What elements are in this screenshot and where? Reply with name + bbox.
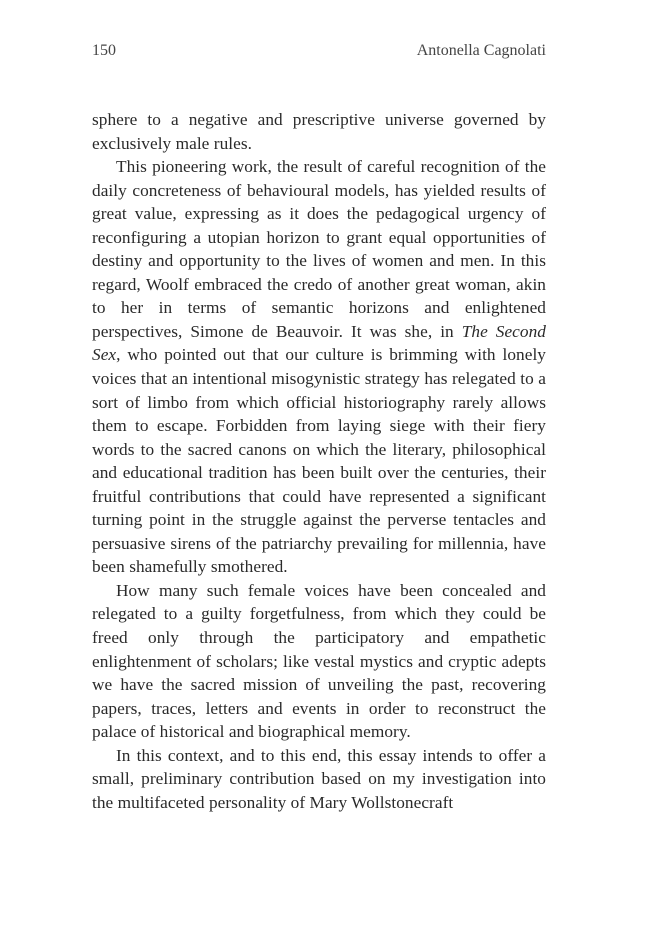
text-segment: In this context, and to this end, this essay intends to offer a small, preliminary contribution based on my investigation into the multifaceted personality of Mary Wollstonecraft	[92, 745, 546, 812]
text-segment: How many such female voices have been concealed and relegated to a guilty forgetfulness, from which they could be freed only through the participatory and empathetic enlightenment of scholars; like vestal mystics and cryptic adepts we have the sacred mission of unveiling the past, recovering papers, traces, letters and events in order to reconstruct the palace of historical and biographical memory.	[92, 580, 546, 742]
running-head	[92, 42, 546, 60]
paragraph	[92, 108, 546, 155]
text-segment: sphere to a negative and prescriptive universe governed by exclusively male rules.	[92, 110, 546, 153]
running-head-author: Antonella Cagnolati	[416, 42, 546, 59]
book-title: The Second Sex	[92, 321, 546, 365]
text-segment: , who pointed out that our culture is brimming with lonely voices that an intentional misogynistic strategy has relegated to a sort of limbo from which official historiography rarely allows them to escape. Forbidden from laying siege with their fiery words to the sacred canons on which the literary, philosophical and educational tradition has been built over the centuries, their fruitful contributions that could have represented a significant turning point in the struggle against the perverse tentacles and persuasive sirens of the patriarchy prevailing for millennia, have been shamefully smothered.	[92, 345, 546, 577]
paragraph	[92, 579, 546, 744]
paragraph	[92, 744, 546, 815]
text-segment: This pioneering work, the result of careful recognition of the daily concreteness of behavioural models, has yielded results of great value, expressing as it does the pedagogical urgency of reconfiguring a utopian horizon to grant equal opportunities of destiny and opportunity to the lives of women and men. In this regard, Woolf embraced the credo of another great woman, akin to her in terms of semantic horizons and enlightened perspectives, Simone de Beauvoir. It was she, in	[92, 157, 546, 341]
body-text	[92, 108, 546, 814]
page-number: 150	[92, 42, 116, 59]
paragraph	[92, 155, 546, 579]
